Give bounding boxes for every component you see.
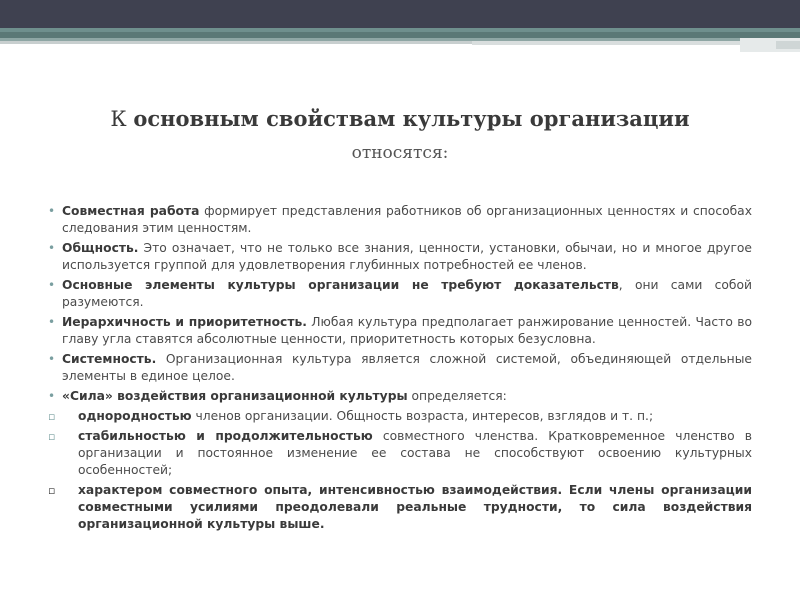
header-shadow bbox=[0, 41, 472, 44]
item-text: Организационная культура является сложной системой, объединяющей отдельные элементы в единое целое. bbox=[62, 352, 752, 383]
sub-list-item bbox=[48, 408, 752, 425]
item-bold: Общность. bbox=[62, 241, 139, 255]
bullet-icon: • bbox=[48, 241, 56, 255]
item-bold: Основные элементы культуры организации не требуют доказательств bbox=[62, 278, 619, 292]
sub-list-item bbox=[48, 428, 752, 479]
list-item bbox=[48, 314, 752, 348]
sub-item-bold: характером совместного опыта, интенсивностью взаимодействия bbox=[78, 483, 558, 497]
slide-title bbox=[40, 104, 760, 168]
item-text: определяется: bbox=[407, 389, 507, 403]
header-tab-inner bbox=[776, 41, 800, 49]
sub-item-text: совместного членства. Кратковременное членство в организации и постоянное изменение ее состава не способствуют освоению культурных особенностей; bbox=[78, 429, 752, 477]
bullet-icon: • bbox=[48, 278, 56, 292]
slide-body bbox=[48, 203, 752, 536]
sub-item-bold: однородностью bbox=[78, 409, 192, 423]
bullet-icon: • bbox=[48, 204, 56, 218]
sub-item-text: членов организации. Общность возраста, интересов, взглядов и т. п.; bbox=[191, 409, 654, 423]
sub-bullet-icon: ▫ bbox=[48, 410, 56, 423]
list-item bbox=[48, 203, 752, 237]
header-band bbox=[0, 0, 800, 28]
item-text: Любая культура предполагает ранжирование ценностей. Часто во главу угла ставятся абсолютные ценности, приоритетность которых безусловна. bbox=[62, 315, 752, 346]
item-bold: Совместная работа bbox=[62, 204, 200, 218]
title-main: основным свойствам культуры организации bbox=[133, 106, 690, 131]
list-item bbox=[48, 351, 752, 385]
sub-item-text: . Если члены организации совместными усилиями преодолевали реальные трудности, то сила воздействия организационной культуры выше. bbox=[78, 483, 753, 531]
title-sub: относятся: bbox=[351, 143, 449, 163]
item-text: формирует представления работников об организационных ценностях и способах следования этим ценностям. bbox=[62, 204, 752, 235]
item-bold: «Сила» воздействия организационной культуры bbox=[62, 389, 408, 403]
item-text: Это означает, что не только все знания, ценности, установки, обычаи, но и многое другое используется группой для удовлетворения глубинных потребностей ее членов. bbox=[62, 241, 752, 272]
list-item bbox=[48, 240, 752, 274]
sub-bullet-icon: ▫ bbox=[48, 430, 56, 443]
item-text: , они сами собой разумеются. bbox=[62, 278, 752, 309]
item-bold: Иерархичность и приоритетность. bbox=[62, 315, 307, 329]
header-shadow bbox=[472, 41, 740, 45]
list-item bbox=[48, 388, 752, 405]
sub-bullet-icon: ▫ bbox=[48, 484, 56, 497]
bullet-icon: • bbox=[48, 389, 56, 403]
list-item bbox=[48, 277, 752, 311]
bullet-icon: • bbox=[48, 315, 56, 329]
sub-list-item bbox=[48, 482, 752, 533]
sub-item-bold: стабильностью и продолжительностью bbox=[78, 429, 373, 443]
bullet-icon: • bbox=[48, 352, 56, 366]
item-bold: Системность. bbox=[62, 352, 157, 366]
title-lead: К bbox=[110, 107, 127, 131]
